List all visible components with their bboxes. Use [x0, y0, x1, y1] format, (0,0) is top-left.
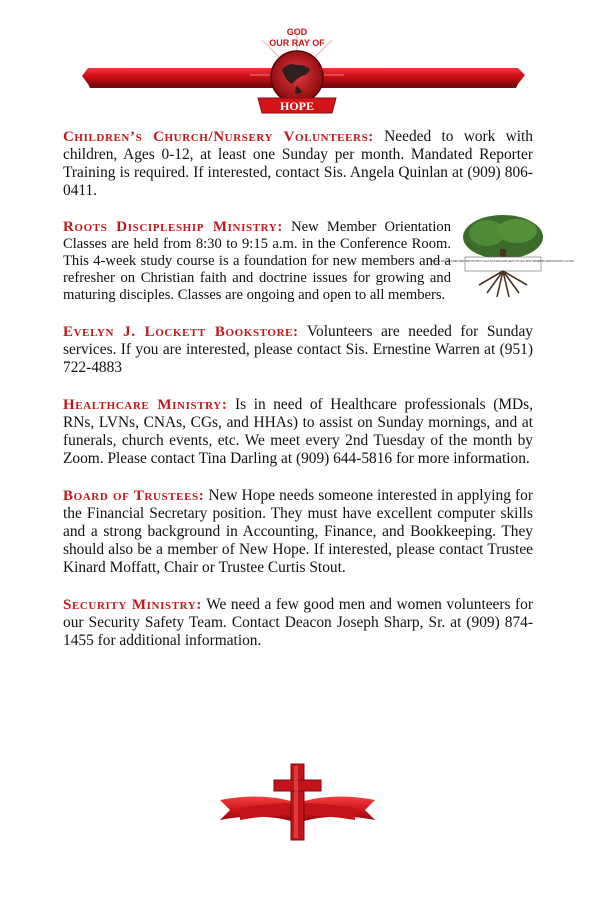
logo-banner	[0, 0, 595, 125]
section-security	[63, 596, 533, 650]
section-body: New Member Orientation Classes are held from 8:30 to 9:15 a.m. in the Conference Room. This 4-week study course is a foundation for new members and a refresher on Christian faith and doctrine issues for growing and maturing disciples. Classes are ongoing and open to all members.	[63, 219, 451, 303]
section-body: We need a few good men and women volunteers for our Security Safety Team. Contact Deacon Joseph Sharp, Sr. at (909) 874-1455 for additional information.	[63, 596, 533, 649]
section-body: Needed to work with children, Ages 0-12, at least one Sunday per month. Mandated Reporter Training is required. If interested, contact Sis. Angela Quinlan at (909) 806-0411.	[63, 128, 533, 199]
section-childrens-church	[63, 128, 533, 200]
section-body: New Hope needs someone interested in applying for the Financial Secretary position. They must have excellent computer skills and a strong background in Accounting, Finance, and Bookkeeping. They should also be a member of New Hope. If interested, please contact Trustee Kinard Moffatt, Chair or Trustee Curtis Stout.	[63, 487, 533, 576]
section-healthcare	[63, 396, 533, 468]
section-heading: Evelyn J. Lockett Bookstore:	[63, 324, 299, 340]
logo-text-top: GOD	[286, 27, 308, 37]
cross-ribbon-banner	[0, 760, 595, 850]
section-heading: Children’s Church/Nursery Volunteers:	[63, 129, 374, 145]
section-heading: Security Ministry:	[63, 597, 202, 613]
logo-text-arc: OUR RAY OF	[269, 38, 325, 48]
logo-text-bottom: HOPE	[279, 99, 315, 113]
section-board-of-trustees	[63, 487, 533, 577]
announcements	[63, 128, 575, 669]
section-heading: Board of Trustees:	[63, 488, 205, 504]
section-body: Volunteers are needed for Sunday services. If you are interested, please contact Sis. Ernestine Warren at (951) 722-4883	[63, 323, 533, 376]
section-bookstore	[63, 323, 533, 377]
section-roots-discipleship	[63, 219, 575, 304]
section-heading: Healthcare Ministry:	[63, 397, 228, 413]
section-body: Is in need of Healthcare professionals (MDs, RNs, LVNs, CNAs, CGs, and HHAs) to assist on Sunday mornings, and at funerals, church events, etc. We meet every 2nd Tuesday of the month by Zoom. Please contact Tina Darling at (909) 644-5816 for more information.	[63, 396, 534, 467]
tree-icon	[431, 213, 575, 301]
section-heading: Roots Discipleship Ministry:	[63, 219, 283, 235]
tree-caption: ROOTS DISCIPLESHIP MINISTRY INVITES YOU TO LEARN AND GROW IN OUR NEW MEMBERS ORIENTATION CLASSES	[431, 260, 575, 263]
